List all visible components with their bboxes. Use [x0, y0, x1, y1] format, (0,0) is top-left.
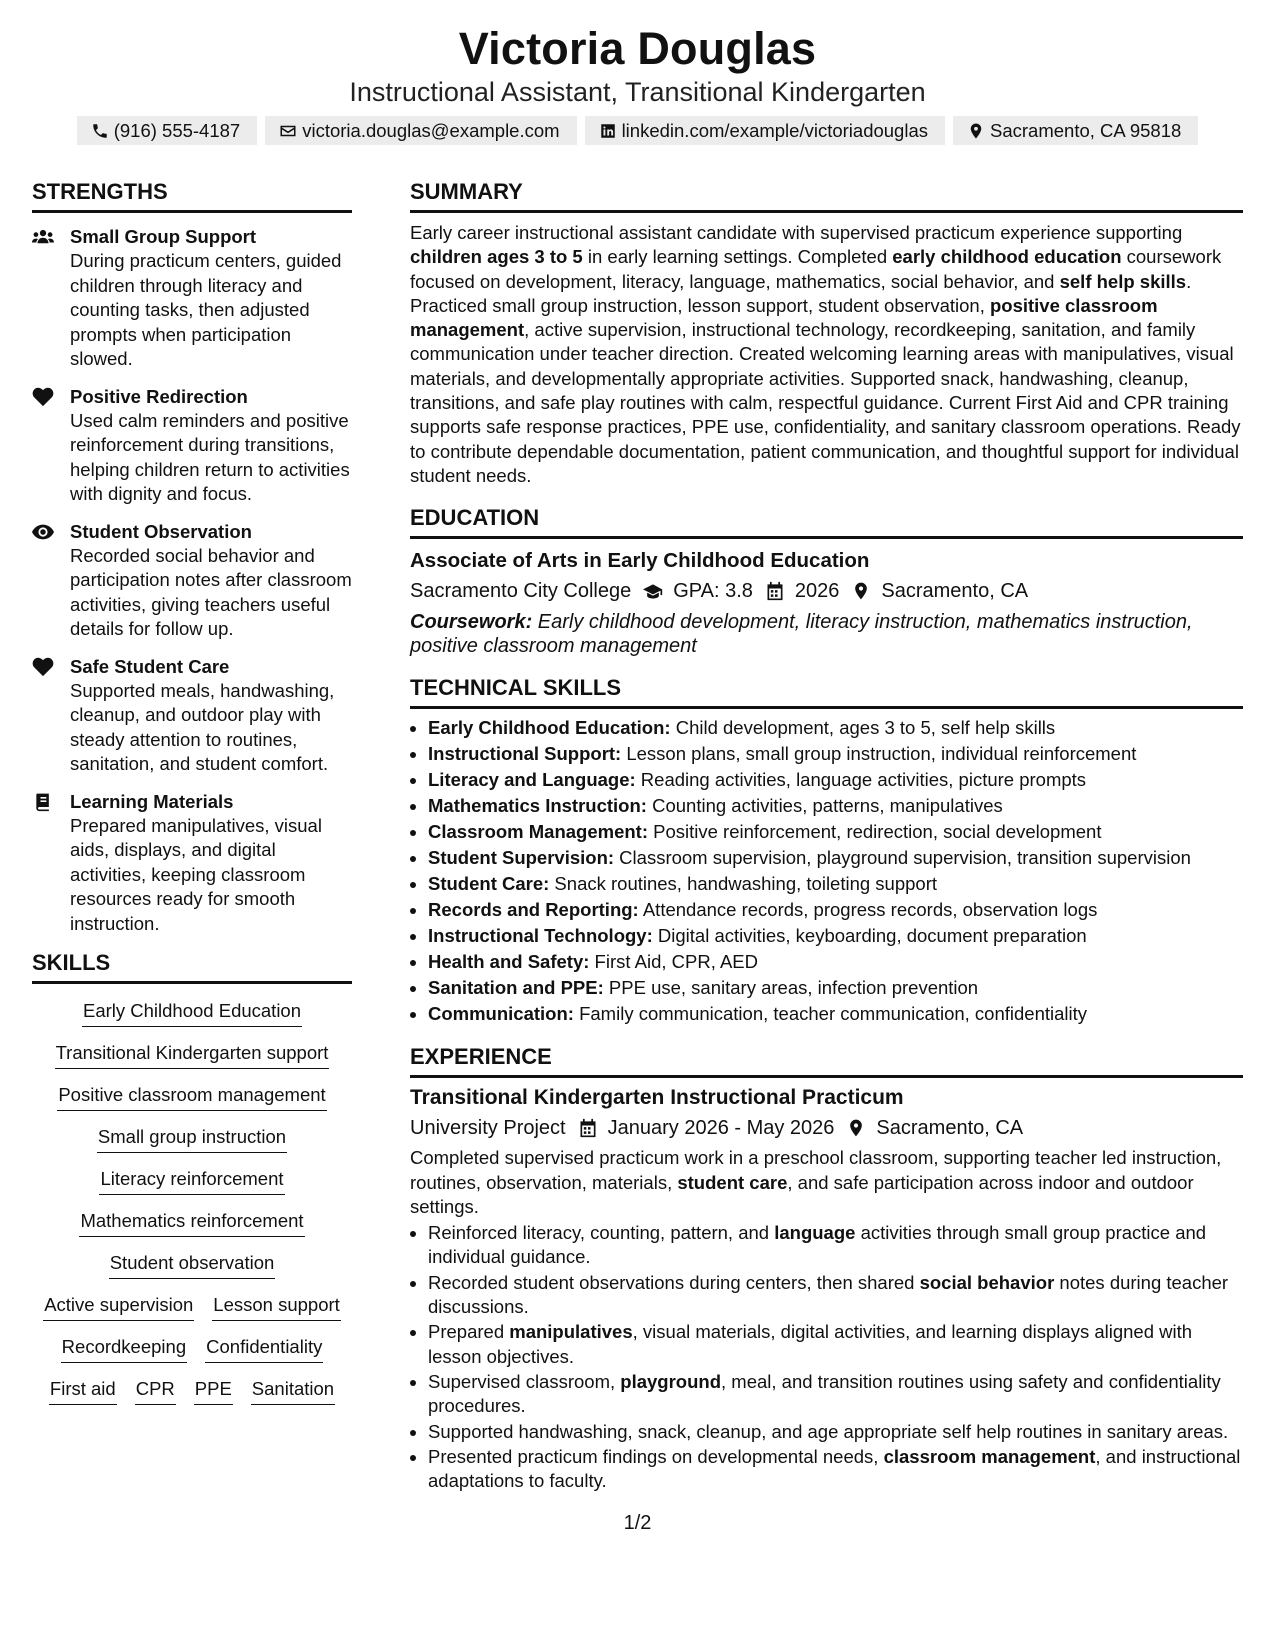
skill-tag: First aid: [49, 1376, 117, 1405]
technical-skill-value: Child development, ages 3 to 5, self help skills: [670, 717, 1056, 739]
skill-tag-row: [55, 1040, 330, 1069]
experience-bullet-segment: , and instructional adaptations to faculty.: [428, 1445, 1241, 1492]
school-location: Sacramento, CA: [881, 580, 1029, 603]
experience-desc-segment: Completed supervised practicum work in a preschool classroom, supporting teacher led instruction, routines, observation, materials,: [410, 1147, 1222, 1193]
technical-skill-item: [428, 1001, 1243, 1027]
skill-tag: Positive classroom management: [57, 1082, 326, 1111]
contact-phone[interactable]: [77, 116, 258, 145]
experience-bullet-segment: notes during teacher discussions.: [428, 1271, 1229, 1318]
technical-skill-value: Digital activities, keyboarding, document preparation: [652, 925, 1087, 947]
technical-skill-value: Classroom supervision, playground supervision, transition supervision: [614, 847, 1191, 869]
summary-segment: , active supervision, instructional technology, recordkeeping, sanitation, and family communication under teacher direction. Created welcoming learning areas with manipulatives, visual materials, and developmentally appropriate activities. Supported snack, handwashing, cleanup, transitions, and safe play routines with calm, respectful guidance. Current First Aid and CPR training supports safe response practices, PPE use, confidentiality, and sanitary classroom operations. Ready to contribute dependable documentation, patient communication, and thoughtful support for individual student needs.: [410, 319, 1241, 486]
strength-title: Learning Materials: [70, 790, 234, 812]
heart-icon: [32, 387, 54, 407]
skill-tag-row: [49, 1376, 335, 1405]
calendar-icon: [578, 1118, 598, 1138]
strength-desc: Supported meals, handwashing, cleanup, and outdoor play with steady attention to routines, sanitation, and student comfort.: [70, 679, 335, 774]
skill-tag: Literacy reinforcement: [99, 1166, 284, 1195]
eye-icon: [32, 522, 54, 542]
experience-bullet: [428, 1420, 1243, 1444]
skill-tag: Lesson support: [212, 1292, 341, 1321]
gpa-text: GPA: 3.8: [673, 580, 753, 603]
experience-location: Sacramento, CA: [876, 1117, 1024, 1140]
experience-bullet: [428, 1221, 1243, 1270]
technical-skill-item: [428, 767, 1243, 793]
strength-title: Small Group Support: [70, 226, 257, 247]
contact-email[interactable]: [265, 116, 576, 145]
summary-segment: coursework focused on development, literacy, language, mathematics, social behavior, and: [410, 246, 1222, 292]
right-column: [410, 178, 1243, 1494]
strength-title: Student Observation: [70, 520, 252, 542]
technical-skill-label: Sanitation and PPE:: [428, 977, 604, 999]
technical-skill-label: Health and Safety:: [428, 951, 590, 973]
skill-tag: Student observation: [109, 1250, 276, 1279]
summary-segment: . Practiced small group instruction, lesson support, student observation,: [410, 270, 1192, 316]
map-pin-icon: [967, 122, 985, 140]
experience-description: [410, 1146, 1243, 1219]
technical-skill-label: Communication:: [428, 1003, 574, 1025]
experience-bullet-segment: playground: [620, 1370, 722, 1392]
technical-skill-label: Instructional Technology:: [428, 925, 653, 947]
coursework: [410, 610, 1243, 658]
technical-skill-value: Reading activities, language activities, picture prompts: [635, 769, 1087, 791]
technical-skill-label: Instructional Support:: [428, 743, 622, 765]
experience-dates: January 2026 - May 2026: [607, 1117, 835, 1140]
technical-skill-label: Literacy and Language:: [428, 769, 636, 791]
skill-tag-row: [97, 1124, 287, 1153]
candidate-title: Instructional Assistant, Transitional Kindergarten: [349, 77, 926, 107]
experience-bullet-segment: Reinforced literacy, counting, pattern, and: [428, 1222, 775, 1244]
strength-item: [32, 520, 352, 642]
technical-skill-value: PPE use, sanitary areas, infection prevention: [603, 977, 979, 999]
heart-icon: [32, 657, 54, 677]
summary-text: [410, 221, 1243, 488]
technical-skill-value: Snack routines, handwashing, toileting support: [549, 873, 938, 895]
strengths-heading: STRENGTHS: [32, 178, 352, 213]
technical-skill-item: [428, 871, 1243, 897]
technical-skill-item: [428, 845, 1243, 871]
skill-tag-row: [99, 1166, 284, 1195]
education-meta: [410, 577, 1243, 605]
skill-tag-row: [79, 1208, 304, 1237]
coursework-list: Early childhood development, literacy instruction, mathematics instruction, positive classroom management: [410, 611, 1193, 658]
skill-tag: Transitional Kindergarten support: [55, 1040, 330, 1069]
experience-bullet-segment: Prepared: [428, 1321, 510, 1343]
page-number: 1/2: [623, 1512, 652, 1534]
linkedin-icon: [599, 122, 617, 140]
technical-skill-item: [428, 949, 1243, 975]
skill-tag: PPE: [194, 1376, 233, 1405]
graduation-cap-icon: [643, 581, 663, 601]
skill-tag: Sanitation: [251, 1376, 335, 1405]
summary-segment: Early career instructional assistant candidate with supervised practicum experience supporting: [410, 222, 1183, 243]
phone-text: (916) 555-4187: [113, 119, 241, 141]
contact-bar: [0, 116, 1275, 145]
technical-skill-label: Records and Reporting:: [428, 899, 639, 921]
experience-desc-segment: , and safe participation across indoor and outdoor settings.: [410, 1171, 1194, 1217]
technical-skill-value: First Aid, CPR, AED: [589, 951, 759, 973]
resume-body: [32, 178, 1243, 1492]
experience-bullet-segment: , visual materials, digital activities, and learning displays aligned with lesson objectives.: [428, 1321, 1193, 1367]
contact-location[interactable]: [953, 116, 1198, 145]
map-pin-icon: [851, 581, 871, 601]
coursework-label: Coursework:: [410, 611, 533, 634]
technical-skill-label: Student Supervision:: [428, 847, 615, 869]
education-heading: EDUCATION: [410, 504, 1243, 539]
technical-skill-value: Positive reinforcement, redirection, social development: [648, 821, 1102, 843]
skill-tag: Mathematics reinforcement: [79, 1208, 304, 1237]
phone-icon: [91, 122, 109, 140]
technical-skill-item: [428, 975, 1243, 1001]
technical-skill-item: [428, 793, 1243, 819]
skill-tag: Active supervision: [43, 1292, 194, 1321]
summary-segment: children ages 3 to 5: [410, 246, 583, 268]
summary-segment: early childhood education: [892, 246, 1122, 268]
technical-skills-section: [410, 674, 1243, 1027]
experience-section: [410, 1043, 1243, 1493]
strengths-list: [32, 225, 352, 936]
organization: University Project: [410, 1117, 566, 1140]
school-name: Sacramento City College: [410, 580, 632, 603]
strength-title: Positive Redirection: [70, 385, 248, 407]
strength-item: [32, 790, 352, 937]
strength-title: Safe Student Care: [70, 655, 230, 677]
skill-tag-row: [43, 1292, 341, 1321]
skill-tag: Small group instruction: [97, 1124, 287, 1153]
experience-bullet-segment: language: [774, 1222, 856, 1244]
summary-segment: in early learning settings. Completed: [582, 246, 893, 268]
strength-desc: Recorded social behavior and participation notes after classroom activities, giving teachers useful details for follow up.: [70, 544, 352, 639]
book-icon: [32, 792, 54, 812]
role-title: Transitional Kindergarten Instructional Practicum: [410, 1086, 904, 1110]
technical-skill-item: [428, 741, 1243, 767]
experience-meta: [410, 1114, 1243, 1142]
experience-bullet-segment: Recorded student observations during centers, then shared: [428, 1271, 920, 1293]
technical-skill-value: Attendance records, progress records, observation logs: [638, 899, 1098, 921]
experience-bullet-segment: manipulatives: [509, 1321, 633, 1343]
experience-heading: EXPERIENCE: [410, 1043, 1243, 1078]
email-text: victoria.douglas@example.com: [302, 119, 560, 141]
technical-skill-label: Student Care:: [428, 873, 550, 895]
technical-skill-item: [428, 715, 1243, 741]
strength-desc: During practicum centers, guided children through literacy and counting tasks, then adjusted prompts when participation slowed.: [70, 250, 342, 369]
experience-bullet-segment: classroom management: [883, 1445, 1096, 1467]
summary-segment: positive classroom management: [410, 294, 1158, 341]
envelope-icon: [279, 122, 297, 140]
strength-desc: Used calm reminders and positive reinforcement during transitions, helping children return to activities with dignity and focus.: [70, 409, 350, 504]
experience-desc-segment: student care: [677, 1171, 788, 1193]
calendar-icon: [765, 581, 785, 601]
technical-skill-value: Family communication, teacher communication, confidentiality: [573, 1003, 1088, 1025]
skill-tag-row: [82, 998, 302, 1027]
education-section: [410, 504, 1243, 658]
technical-skills-heading: TECHNICAL SKILLS: [410, 674, 1243, 709]
location-text: Sacramento, CA 95818: [990, 119, 1182, 141]
resume-header: [0, 0, 1275, 145]
skill-tags: [32, 998, 352, 1418]
experience-bullet-segment: Supported handwashing, snack, cleanup, and age appropriate self help routines in sanitary areas.: [428, 1420, 1229, 1442]
experience-bullet-segment: Supervised classroom,: [428, 1370, 621, 1392]
technical-skill-label: Classroom Management:: [428, 821, 648, 843]
technical-skill-label: Early Childhood Education:: [428, 717, 671, 739]
experience-bullet: [428, 1370, 1243, 1419]
graduation-year: 2026: [794, 580, 840, 603]
degree-title: Associate of Arts in Early Childhood Education: [410, 549, 870, 573]
summary-heading: SUMMARY: [410, 178, 1243, 213]
experience-bullet: [428, 1271, 1243, 1320]
experience-bullet-segment: , meal, and transition routines using safety and confidentiality procedures.: [428, 1370, 1221, 1417]
experience-bullets: [410, 1221, 1243, 1493]
strength-item: [32, 385, 352, 507]
strength-desc: Prepared manipulatives, visual aids, displays, and digital activities, keeping classroom resources ready for smooth instruction.: [70, 814, 322, 934]
experience-bullet-segment: social behavior: [919, 1271, 1055, 1293]
experience-bullet: [428, 1320, 1243, 1369]
skill-tag: Confidentiality: [205, 1334, 323, 1363]
experience-bullet-segment: activities through small group practice and individual guidance.: [428, 1222, 1207, 1268]
technical-skill-item: [428, 897, 1243, 923]
strength-item: [32, 225, 352, 372]
contact-linkedin[interactable]: [585, 116, 945, 145]
skills-heading: SKILLS: [32, 949, 352, 984]
technical-skill-item: [428, 819, 1243, 845]
group-icon: [32, 227, 54, 247]
technical-skills-list: [410, 715, 1243, 1027]
experience-bullet-segment: Presented practicum findings on developmental needs,: [428, 1445, 884, 1467]
technical-skill-label: Mathematics Instruction:: [428, 795, 647, 817]
experience-bullet: [428, 1445, 1243, 1494]
skill-tag-row: [61, 1334, 324, 1363]
technical-skill-value: Counting activities, patterns, manipulatives: [646, 795, 1003, 817]
technical-skill-item: [428, 923, 1243, 949]
skill-tag: Early Childhood Education: [82, 998, 302, 1027]
candidate-name: Victoria Douglas: [458, 23, 817, 74]
left-column: [32, 178, 352, 1418]
strength-item: [32, 655, 352, 777]
map-pin-icon: [846, 1118, 866, 1138]
linkedin-text: linkedin.com/example/victoriadouglas: [621, 119, 928, 141]
skill-tag: CPR: [135, 1376, 176, 1405]
skill-tag-row: [109, 1250, 276, 1279]
skill-tag: Recordkeeping: [61, 1334, 187, 1363]
summary-segment: self help skills: [1059, 270, 1187, 292]
skill-tag-row: [57, 1082, 326, 1111]
technical-skill-value: Lesson plans, small group instruction, individual reinforcement: [621, 743, 1137, 765]
